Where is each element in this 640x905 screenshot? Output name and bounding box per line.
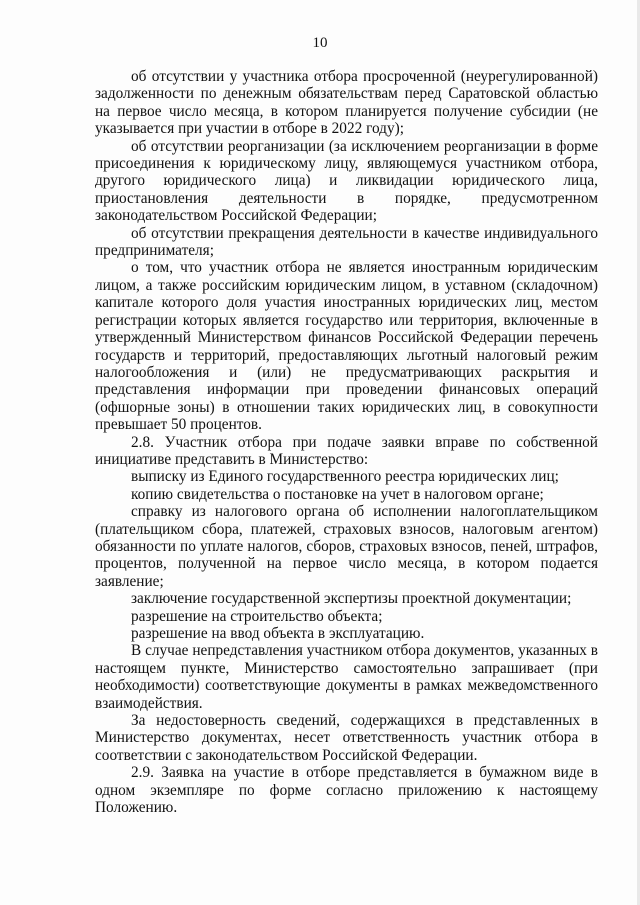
paragraph: справку из налогового органа об исполнении налогоплательщиком (плательщиком сбора, платежей, страховых взносов, налоговым агентом) обязанности по уплате налогов, сборов, страховых взносов, пеней, штрафов, процентов, полученной на первое число месяца, в котором подается заявление;: [95, 503, 598, 590]
paragraph: В случае непредставления участником отбора документов, указанных в настоящем пункте, Министерство самостоятельно запрашивает (при необходимости) соответствующие документы в рамках межведомственного взаимодействия.: [95, 642, 598, 712]
paragraph: о том, что участник отбора не является иностранным юридическим лицом, а также российским юридическим лицом, в уставном (складочном) капитале которого доля участия иностранных юридических лиц, местом регистрации которых является государство или территория, включенные в утвержденный Министерством финансов Российской Федерации перечень государств и территорий, предоставляющих льготный налоговый режим налогообложения и (или) не предусматривающих раскрытия и представления информации при проведении финансовых операций (офшорные зоны) в отношении таких юридических лиц, в совокупности превышает 50 процентов.: [95, 259, 598, 434]
paragraph: За недостоверность сведений, содержащихся в представленных в Министерство документах, несет ответственность участник отбора в соответствии с законодательством Российской Федерации.: [95, 712, 598, 764]
paragraph: копию свидетельства о постановке на учет в налоговом органе;: [131, 485, 544, 503]
paragraph: об отсутствии у участника отбора просроченной (неурегулированной) задолженности по денежным обязательствам перед Саратовской областью на первое число месяца, в котором планируется получение субсидии (не указывается при участии в отборе в 2022 году);: [95, 68, 598, 138]
document-body: [95, 68, 598, 816]
paragraph: выписку из Единого государственного реестра юридических лиц;: [131, 468, 559, 486]
page-number: 10: [312, 35, 328, 51]
paragraph: заключение государственной экспертизы проектной документации;: [131, 590, 572, 608]
section-2-9-paragraph: 2.9. Заявка на участие в отборе представляется в бумажном виде в одном экземпляре по форме согласно приложению к настоящему Положению.: [95, 764, 598, 817]
paragraph: об отсутствии реорганизации (за исключением реорганизации в форме присоединения к юридическому лицу, являющемуся участником отбора, другого юридического лица) и ликвидации юридического лица, приостановления деятельности в порядке, предусмотренном законодательством Российской Федерации;: [95, 137, 598, 225]
section-2-8-paragraph: 2.8. Участник отбора при подаче заявки вправе по собственной инициативе представить в Министерство:: [95, 433, 598, 468]
paragraph: разрешение на строительство объекта;: [131, 607, 383, 625]
paragraph: об отсутствии прекращения деятельности в качестве индивидуального предпринимателя;: [95, 224, 598, 260]
paragraph: разрешение на ввод объекта в эксплуатацию.: [131, 625, 425, 642]
